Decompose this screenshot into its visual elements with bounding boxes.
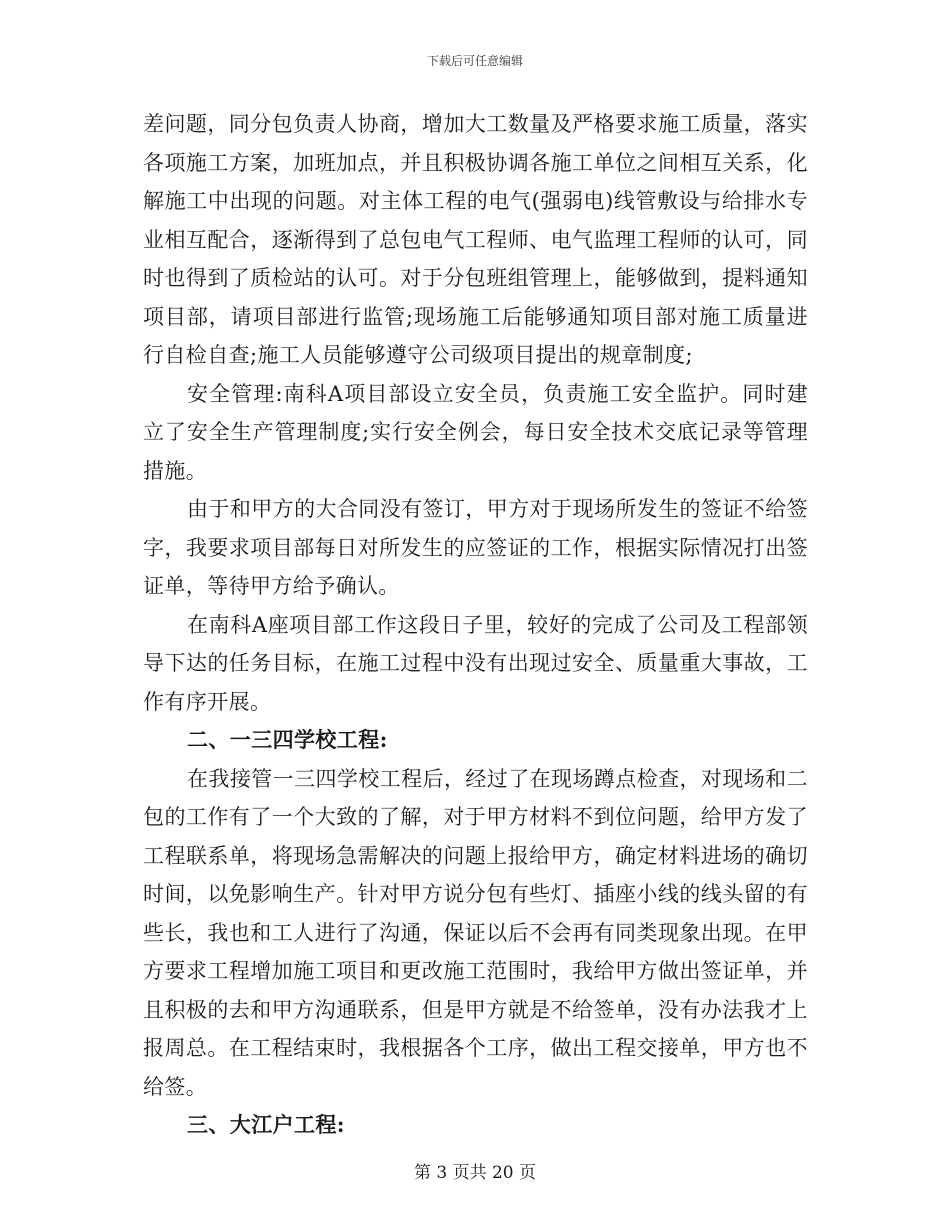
paragraph-summary: 在南科A座项目部工作这段日子里，较好的完成了公司及工程部领导下达的任务目标，在施工过程中没有出现过安全、质量重大事故，工作有序开展。 — [143, 612, 808, 714]
paragraph-school-project: 在我接管一三四学校工程后，经过了在现场蹲点检查，对现场和二包的工作有了一个大致的了解，对于甲方材料不到位问题，给甲方发了工程联系单，将现场急需解决的问题上报给甲方，确定材料进场的确切时间，以免影响生产。针对甲方说分包有些灯、插座小线的线头留的有些长，我也和工人进行了沟通，保证以后不会再有同类现象出现。在甲方要求工程增加施工项目和更改施工范围时，我给甲方做出签证单，并且积极的去和甲方沟通联系，但是甲方就是不给签单，没有办法我才上报周总。在工程结束时，我根据各个工序，做出工程交接单，甲方也不给签。 — [143, 766, 808, 1099]
section-heading-3: 三、大江户工程: — [187, 1112, 345, 1137]
page-header: 下载后可任意编辑 — [426, 54, 523, 68]
document-body — [143, 105, 808, 1145]
section-heading-2: 二、一三四学校工程: — [187, 727, 388, 752]
paragraph-safety-management: 安全管理:南科A项目部设立安全员，负责施工安全监护。同时建立了安全生产管理制度;实行安全例会，每日安全技术交底记录等管理措施。 — [143, 381, 808, 483]
paragraph-1: 差问题，同分包负责人协商，增加大工数量及严格要求施工质量，落实各项施工方案，加班加点，并且积极协调各施工单位之间相互关系，化解施工中出现的问题。对主体工程的电气(强弱电)线管敷设与给排水专业相互配合，逐渐得到了总包电气工程师、电气监理工程师的认可，同时也得到了质检站的认可。对于分包班组管理上，能够做到，提料通知项目部，请项目部进行监管;现场施工后能够通知项目部对施工质量进行自检自查;施工人员能够遵守公司级项目提出的规章制度; — [143, 112, 808, 367]
page-footer: 第 3 页共 20 页 — [413, 1163, 537, 1183]
paragraph-contract: 由于和甲方的大合同没有签订，甲方对于现场所发生的签证不给签字，我要求项目部每日对所发生的应签证的工作，根据实际情况打出签证单，等待甲方给予确认。 — [143, 497, 808, 598]
